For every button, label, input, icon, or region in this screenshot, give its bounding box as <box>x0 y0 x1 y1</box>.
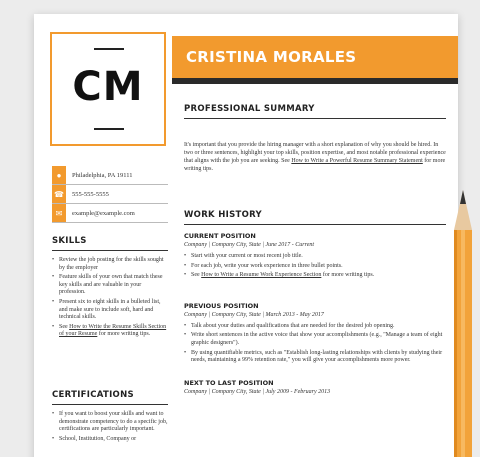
list-item <box>52 324 168 339</box>
summary-tips-link[interactable]: How to Write a Powerful Resume Summary Statement <box>291 158 423 164</box>
list-item: • Start with your current or most recent job title. <box>184 253 446 261</box>
link-prefix: See <box>59 323 70 330</box>
resume-page <box>34 14 458 457</box>
monogram-box <box>50 32 166 146</box>
job-title: CURRENT POSITION <box>184 232 256 240</box>
list-item: • For each job, write your work experience in three bullet points. <box>184 263 446 271</box>
contact-row-email <box>52 204 168 223</box>
summary-text-after: for more writing tips. <box>184 158 446 172</box>
job-bullets <box>184 323 446 365</box>
work-history-title: WORK HISTORY <box>184 210 446 225</box>
certifications-section <box>52 390 168 445</box>
link-suffix: for more writing tips. <box>321 272 375 279</box>
header-dark-bar <box>172 78 458 84</box>
certifications-list <box>52 411 168 443</box>
list-item: • If you want to boost your skills and want to demonstrate competency to do a specific job, certifications are particularly important. <box>52 411 168 434</box>
link-prefix: See <box>191 272 202 279</box>
work-tips-link[interactable]: How to Write a Resume Work Experience Section <box>201 272 322 279</box>
skills-tips-link[interactable]: How to Write the Resume Skills Section of your Resume <box>59 323 167 338</box>
name-header: CRISTINA MORALES <box>172 36 458 78</box>
list-item: • School, Institution, Company or <box>52 436 168 444</box>
monogram-letters: CM <box>72 64 144 110</box>
summary-text-before: It's important that you provide the hiring manager with a short explanation of why you should be hired. In two or three sentences, highlight your top skills, position expertise, and most notable professional experience that aligns with the job you are seeking. See <box>184 142 446 164</box>
contact-phone: 555-555-5555 <box>72 190 109 198</box>
job-title: PREVIOUS POSITION <box>184 301 259 310</box>
certifications-title: CERTIFICATIONS <box>52 390 168 405</box>
contact-address: Philadelphia, PA 19111 <box>72 171 133 179</box>
summary-section <box>184 104 446 173</box>
list-item <box>184 272 446 280</box>
list-item: • Write short sentences in the active voice that show your accomplishments (e.g., "Manage a team of eight graphic designers"). <box>184 332 446 347</box>
contact-row-phone <box>52 185 168 204</box>
job-meta: Company | Company City, State | March 2013 - May 2017 <box>184 311 324 318</box>
monogram-top-rule <box>94 48 124 50</box>
skills-list <box>52 257 168 339</box>
job-bullets <box>184 253 446 280</box>
job-meta: Company | Company City, State | July 2009 - February 2013 <box>184 388 331 395</box>
contact-block <box>52 166 168 223</box>
list-item: • Talk about your duties and qualifications that are needed for the desired job opening. <box>184 323 446 331</box>
skills-section <box>52 236 168 341</box>
contact-email: example@example.com <box>72 209 135 217</box>
contact-row-address <box>52 166 168 185</box>
job-title: NEXT TO LAST POSITION <box>184 378 274 387</box>
work-history-section <box>184 210 446 400</box>
summary-title: PROFESSIONAL SUMMARY <box>184 104 446 119</box>
list-item: • By using quantifiable metrics, such as "Establish long-lasting relationships with clients by studying their needs, maintaining a 99% retention rate," you will give your accomplishments more power. <box>184 350 446 365</box>
list-item: • Review the job posting for the skills sought by the employer <box>52 257 168 272</box>
pencil-icon <box>450 190 476 457</box>
email-icon: ✉ <box>52 204 66 222</box>
list-item: • Feature skills of your own that match these key skills and are valuable in your profession. <box>52 274 168 297</box>
job-entry-previous <box>184 302 446 365</box>
monogram-bottom-rule <box>94 128 124 130</box>
skills-title: SKILLS <box>52 236 168 251</box>
summary-text <box>184 141 446 173</box>
location-pin-icon: ● <box>52 166 66 184</box>
link-suffix: for more writing tips. <box>97 331 151 338</box>
job-entry-next-to-last <box>184 379 446 395</box>
phone-icon: ☎ <box>52 185 66 203</box>
job-meta: Company | Company City, State | June 2017 - Current <box>184 242 315 248</box>
job-entry-current <box>184 232 446 280</box>
list-item: • Present six to eight skills in a bulleted list, and make sure to include soft, hard and technical skills. <box>52 299 168 322</box>
